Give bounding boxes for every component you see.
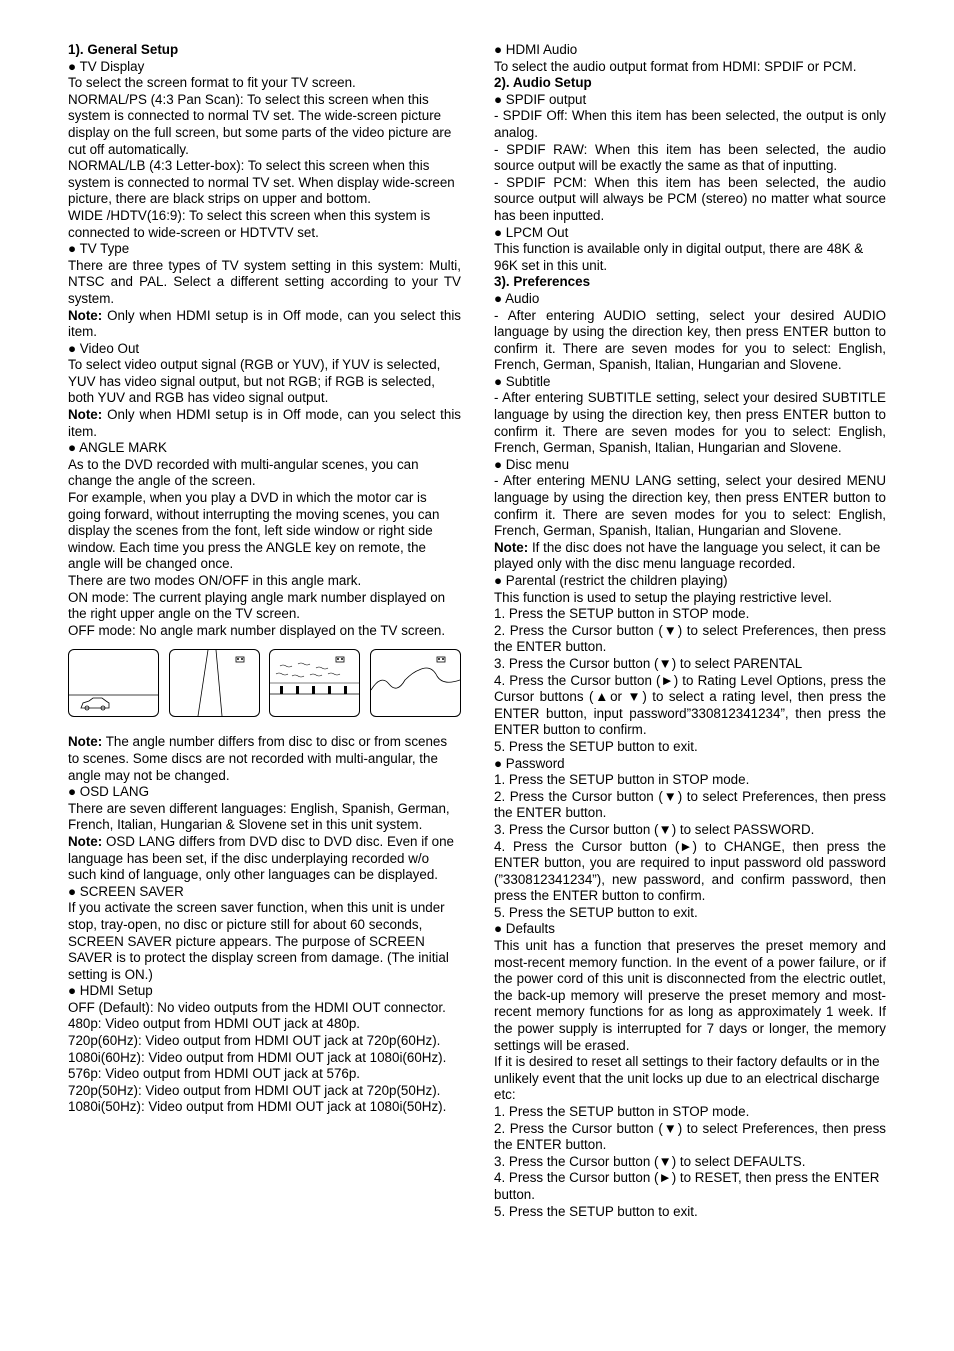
note-text: Only when HDMI setup is in Off mode, can you select this item. <box>68 407 461 439</box>
hdmi-audio-bullet: ● HDMI Audio <box>494 42 578 57</box>
hdmi-720p50-text: 720p(50Hz): Video output from HDMI OUT jack at 720p(50Hz). <box>68 1082 441 1098</box>
parental-step-3: 3. Press the Cursor button (▼) to select PARENTAL <box>494 655 803 671</box>
angle-text-2: For example, when you play a DVD in which the motor car is going forward, without interrupting the moving scenes, you can display the scenes from the font, left side window or right side window. Each time you press the ANGLE key on remote, the angle will be changed once. <box>68 490 440 572</box>
defaults-text-2: If it is desired to reset all settings to their factory defaults or in the unlikely event that the unit locks up due to an electrical discharge etc: <box>494 1054 880 1103</box>
note-text: OSD LANG differs from DVD disc to DVD disc. Even if one language has been set, if the disc underplaying recorded w/o such kind of language, only other languages can be displayed. <box>68 833 454 883</box>
parental-step-4: 4. Press the Cursor button (►) to Rating Level Options, press the Cursor buttons (▲or ▼) to select a rating level, then press the ENTER button, input password”330812341234”, then press the ENTER button to confirm. <box>494 672 886 738</box>
hdmi-1080i50-text: 1080i(50Hz): Video output from HDMI OUT jack at 1080i(50Hz). <box>68 1099 447 1115</box>
normal-ps-text: NORMAL/PS (4:3 Pan Scan): To select this screen when this system is connected to normal TV set. The wide-screen picture display on the full screen, but some parts of the video picture are cut off automatically. <box>68 91 452 157</box>
disc-menu-bullet: ● Disc menu <box>494 456 570 472</box>
defaults-step-2: 2. Press the Cursor button (▼) to select Preferences, then press the ENTER button. <box>494 1120 886 1153</box>
right-column <box>494 42 886 1220</box>
audio-setup-heading: 2). Audio Setup <box>494 75 592 91</box>
parental-step-5: 5. Press the SETUP button to exit. <box>494 738 698 754</box>
screen-saver-text: If you activate the screen saver function, when this unit is under stop, tray-open, no disc or picture still for about 60 seconds, SCREEN SAVER picture appears. The purpose of SCREEN SAVER is to protect the display screen from damage. (The initial setting is ON.) <box>68 900 449 982</box>
defaults-step-3: 3. Press the Cursor button (▼) to select DEFAULTS. <box>494 1153 806 1169</box>
note-text: If the disc does not have the language you select, it can be played only with the disc menu language recorded. <box>494 539 881 572</box>
spdif-raw-text: - SPDIF RAW: When this item has been selected, the audio source output will be exactly the same as that of inputting. <box>494 141 886 174</box>
city-view-illustration <box>269 649 360 717</box>
note-label: Note: <box>68 833 103 849</box>
password-bullet: ● Password <box>494 755 565 771</box>
road-view-illustration <box>169 649 260 717</box>
normal-lb-text: NORMAL/LB (4:3 Letter-box): To select this screen when this system is connected to normal TV set. When display wide-screen picture, there are black strips on upper and bottom. <box>68 158 455 207</box>
parental-step-1: 1. Press the SETUP button in STOP mode. <box>494 606 750 622</box>
hdmi-1080i60-text: 1080i(60Hz): Video output from HDMI OUT jack at 1080i(60Hz). <box>68 1049 447 1065</box>
left-column <box>68 42 461 1116</box>
defaults-bullet: ● Defaults <box>494 921 555 937</box>
defaults-step-1: 1. Press the SETUP button in STOP mode. <box>494 1104 750 1119</box>
wide-text: WIDE /HDTV(16:9): To select this screen when this system is connected to wide-screen or HDTVTV set. <box>68 207 431 240</box>
video-out-bullet: ● Video Out <box>68 340 140 356</box>
disc-menu-text: - After entering MENU LANG setting, select your desired MENU language by using the direction key, then press ENTER button to confirm it. There are seven modes for you to select: English, French, German, Spanish, Italian, Hungarian and Slovene. <box>494 473 886 539</box>
defaults-text: This unit has a function that preserves the preset memory and most-recent memory function. In the event of a power failure, or if the power cord of this unit is disconnected from the electric outlet, the back-up memory will preserve the preset memory and most-recent memory functions for as long as approximately 1 week. If the power supply is interrupted for 7 days or longer, the memory settings will be erased. <box>494 938 886 1053</box>
parental-intro: This function is used to setup the playing restrictive level. <box>494 589 832 605</box>
spdif-off-text: - SPDIF Off: When this item has been selected, the output is only analog. <box>494 108 886 140</box>
landscape-view-illustration <box>370 649 461 717</box>
audio-text: - After entering AUDIO setting, select your desired AUDIO language by using the direction key, then press ENTER button to confirm it. There are seven modes for you to select: English, French, German, Spanish, Italian, Hungarian and Slovene. <box>494 307 886 373</box>
hdmi-off-text: OFF (Default): No video outputs from the HDMI OUT connector. <box>68 999 446 1015</box>
spdif-pcm-text: - SPDIF PCM: When this item has been selected, the audio source output will always be PCM (stereo) no matter what source has been inputted. <box>494 174 886 223</box>
angle-note <box>68 734 461 784</box>
tv-type-bullet: ● TV Type <box>68 241 130 257</box>
tv-display-intro: To select the screen format to fit your TV screen. <box>68 75 356 91</box>
lpcm-out-bullet: ● LPCM Out <box>494 224 569 240</box>
note-label: Note: <box>494 539 529 555</box>
tv-display-bullet: ● TV Display <box>68 58 145 74</box>
disc-menu-note <box>494 540 886 573</box>
note-label: Note: <box>68 734 103 750</box>
osd-lang-bullet: ● OSD LANG <box>68 784 150 800</box>
audio-bullet: ● Audio <box>494 290 540 306</box>
password-step-4: 4. Press the Cursor button (►) to CHANGE, then press the ENTER button, you are required to input password old password (”330812341234”), new password, and confirm password, then press the ENTER button to confirm. <box>494 838 886 904</box>
osd-lang-text: There are seven different languages: English, Spanish, German, French, Italian, Hungarian & Slovene set in this unit system. <box>68 800 450 833</box>
defaults-step-5: 5. Press the SETUP button to exit. <box>494 1203 698 1219</box>
hdmi-576p-text: 576p: Video output from HDMI OUT jack at 576p. <box>68 1066 361 1082</box>
screen-saver-bullet: ● SCREEN SAVER <box>68 883 184 899</box>
hdmi-setup-bullet: ● HDMI Setup <box>68 983 153 999</box>
angle-mark-bullet: ● ANGLE MARK <box>68 440 167 456</box>
subtitle-bullet: ● Subtitle <box>494 373 551 389</box>
osd-lang-note <box>68 834 461 884</box>
preferences-heading: 3). Preferences <box>494 274 591 290</box>
tv-type-text: There are three types of TV system setting in this system: Multi, NTSC and PAL. Select a different setting according to your TV system. <box>68 257 461 306</box>
parental-step-2: 2. Press the Cursor button (▼) to select Preferences, then press the ENTER button. <box>494 622 886 655</box>
angle-text-1: As to the DVD recorded with multi-angular scenes, you can change the angle of the screen. <box>68 456 419 489</box>
hdmi-audio-text: To select the audio output format from HDMI: SPDIF or PCM. <box>494 58 857 74</box>
lpcm-out-text: This function is available only in digital output, there are 48K & 96K set in this unit. <box>494 241 864 273</box>
car-front-view-illustration <box>68 649 159 717</box>
password-step-1: 1. Press the SETUP button in STOP mode. <box>494 772 750 788</box>
password-step-2: 2. Press the Cursor button (▼) to select Preferences, then press the ENTER button. <box>494 788 886 821</box>
defaults-step-4: 4. Press the Cursor button (►) to RESET, then press the ENTER button. <box>494 1170 880 1202</box>
password-step-5: 5. Press the SETUP button to exit. <box>494 904 698 920</box>
tv-type-note <box>68 308 461 341</box>
password-step-3: 3. Press the Cursor button (▼) to select PASSWORD. <box>494 821 815 837</box>
video-out-text: To select video output signal (RGB or YUV), if YUV is selected, YUV has video signal output, but not RGB; if RGB is selected, both YUV and RGB has video signal output. <box>68 357 441 406</box>
note-label: Note: <box>68 307 103 323</box>
angle-text-5: OFF mode: No angle mark number displayed on the TV screen. <box>68 622 446 638</box>
hdmi-720p60-text: 720p(60Hz): Video output from HDMI OUT jack at 720p(60Hz). <box>68 1033 441 1049</box>
video-out-note <box>68 407 461 440</box>
general-setup-heading: 1). General Setup <box>68 42 179 57</box>
hdmi-480p-text: 480p: Video output from HDMI OUT jack at 480p. <box>68 1016 361 1032</box>
note-text: Only when HDMI setup is in Off mode, can you select this item. <box>68 307 461 340</box>
spdif-output-bullet: ● SPDIF output <box>494 91 587 107</box>
parental-bullet: ● Parental (restrict the children playing) <box>494 573 728 588</box>
subtitle-text: - After entering SUBTITLE setting, select your desired SUBTITLE language by using the direction key, then press ENTER button to confirm it. There are seven modes for you to select: English, French, German, Spanish, Italian, Hungarian and Slovene. <box>494 390 886 456</box>
note-label: Note: <box>68 407 103 423</box>
angle-illustrations <box>68 649 461 717</box>
angle-text-3: There are two modes ON/OFF in this angle mark. <box>68 573 362 588</box>
note-text: The angle number differs from disc to disc or from scenes to scenes. Some discs are not recorded with multi-angular, the angle may not be changed. <box>68 734 448 783</box>
angle-text-4: ON mode: The current playing angle mark number displayed on the right upper angle on the TV screen. <box>68 589 446 622</box>
